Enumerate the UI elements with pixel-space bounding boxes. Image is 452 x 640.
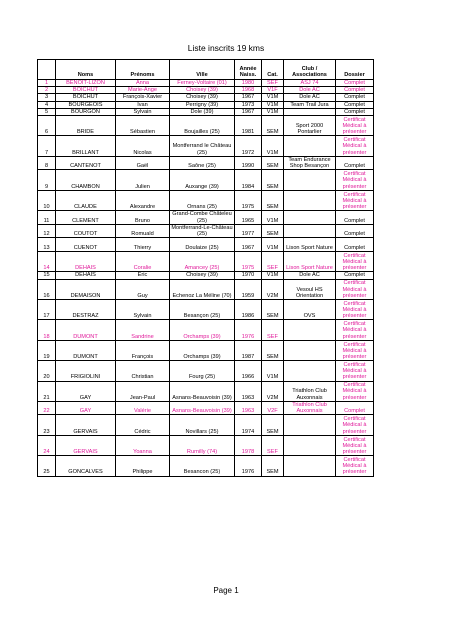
row-number: 5: [38, 108, 56, 115]
row-cat: SEF: [262, 435, 284, 455]
row-club: ASJ 74: [284, 80, 336, 87]
row-annee: 1977: [235, 224, 262, 238]
table-header-row: [38, 60, 374, 80]
row-nom: CUENOT: [56, 238, 116, 252]
row-ville: Saône (25): [170, 156, 235, 170]
row-prenom: Thierry: [116, 238, 170, 252]
row-club: Dole AC: [284, 272, 336, 279]
table-row: [38, 320, 374, 340]
table-row: [38, 101, 374, 108]
row-cat: V2M: [262, 279, 284, 299]
row-cat: V1M: [262, 108, 284, 115]
row-nom: CANTENOT: [56, 156, 116, 170]
row-club: Vesoul HS Orientation: [284, 279, 336, 299]
row-cat: SEM: [262, 299, 284, 319]
row-club: [284, 435, 336, 455]
row-club: [284, 170, 336, 190]
row-cat: V1M: [262, 94, 284, 101]
row-nom: BOURGEOIS: [56, 101, 116, 108]
row-annee: 1965: [235, 211, 262, 225]
row-annee: 1974: [235, 415, 262, 435]
row-prenom: Jean-Paul: [116, 381, 170, 401]
row-number: 14: [38, 251, 56, 271]
row-annee: 1990: [235, 156, 262, 170]
row-cat: SEM: [262, 170, 284, 190]
row-dossier: Certificat Médical à présenter: [336, 435, 374, 455]
row-dossier: Certificat Médical à présenter: [336, 136, 374, 156]
row-annee: 1963: [235, 381, 262, 401]
row-club: [284, 415, 336, 435]
row-club: [284, 190, 336, 210]
row-number: 2: [38, 87, 56, 94]
header-annee: Année Naiss.: [235, 60, 262, 80]
row-club: Triathlon Club Auxonnais: [284, 381, 336, 401]
row-ville: Ferney-Voltaire (01): [170, 80, 235, 87]
table-row: [38, 435, 374, 455]
row-number: 6: [38, 116, 56, 136]
row-cat: V1M: [262, 238, 284, 252]
table-row: [38, 87, 374, 94]
row-annee: 1981: [235, 116, 262, 136]
row-prenom: Coralie: [116, 251, 170, 271]
row-number: 15: [38, 272, 56, 279]
row-ville: Perrigny (39): [170, 101, 235, 108]
row-nom: DEMAISON: [56, 279, 116, 299]
row-club: [284, 320, 336, 340]
row-annee: 1975: [235, 251, 262, 271]
row-prenom: Nicolas: [116, 136, 170, 156]
row-ville: Choisey (39): [170, 94, 235, 101]
row-nom: BOURGON: [56, 108, 116, 115]
row-number: 9: [38, 170, 56, 190]
row-number: 18: [38, 320, 56, 340]
row-club: Dole AC: [284, 94, 336, 101]
table-row: [38, 381, 374, 401]
row-nom: DEHAIS: [56, 251, 116, 271]
row-cat: SEM: [262, 190, 284, 210]
row-annee: 1980: [235, 80, 262, 87]
row-dossier: Complet: [336, 108, 374, 115]
header-cat: Cat.: [262, 60, 284, 80]
row-cat: V1M: [262, 272, 284, 279]
row-annee: 1973: [235, 101, 262, 108]
row-number: 4: [38, 101, 56, 108]
row-club: Triathlon Club Auxonnais: [284, 401, 336, 415]
row-prenom: Cédric: [116, 415, 170, 435]
table-row: [38, 272, 374, 279]
table-row: [38, 361, 374, 381]
row-prenom: Philippe: [116, 456, 170, 476]
row-club: Lison Sport Nature: [284, 238, 336, 252]
row-nom: CHAMBON: [56, 170, 116, 190]
table-row: [38, 279, 374, 299]
row-number: 16: [38, 279, 56, 299]
row-annee: 1987: [235, 340, 262, 360]
row-nom: BENOIT-LIZON: [56, 80, 116, 87]
row-number: 8: [38, 156, 56, 170]
row-club: Team Endurance Shop Besançon: [284, 156, 336, 170]
row-ville: Echenoz La Méline (70): [170, 279, 235, 299]
table-row: [38, 340, 374, 360]
row-nom: CLAUDE: [56, 190, 116, 210]
row-club: [284, 456, 336, 476]
row-club: Dole AC: [284, 87, 336, 94]
row-number: 11: [38, 211, 56, 225]
registrants-table: [37, 59, 374, 477]
row-dossier: Certificat Médical à présenter: [336, 279, 374, 299]
row-ville: Fourg (25): [170, 361, 235, 381]
row-prenom: Romuald: [116, 224, 170, 238]
table-row: [38, 238, 374, 252]
row-prenom: François-Xavier: [116, 94, 170, 101]
row-prenom: Ivan: [116, 101, 170, 108]
row-prenom: Gaël: [116, 156, 170, 170]
row-prenom: Sébastien: [116, 116, 170, 136]
header-noms: Noms: [56, 60, 116, 80]
table-row: [38, 136, 374, 156]
row-dossier: Complet: [336, 238, 374, 252]
row-annee: 1963: [235, 401, 262, 415]
row-club: OVS: [284, 299, 336, 319]
row-nom: FRIGIOLINI: [56, 361, 116, 381]
row-nom: GONCALVES: [56, 456, 116, 476]
row-prenom: Sylvain: [116, 108, 170, 115]
row-cat: SEM: [262, 224, 284, 238]
row-annee: 1967: [235, 238, 262, 252]
row-annee: 1967: [235, 108, 262, 115]
row-nom: BOICHUT: [56, 94, 116, 101]
row-annee: 1966: [235, 361, 262, 381]
row-number: 21: [38, 381, 56, 401]
row-nom: BRIDE: [56, 116, 116, 136]
row-ville: Grand-Combe Châteleu (25): [170, 211, 235, 225]
table-row: [38, 401, 374, 415]
row-cat: SEM: [262, 156, 284, 170]
row-cat: V1M: [262, 361, 284, 381]
row-cat: SEM: [262, 340, 284, 360]
table-row: [38, 456, 374, 476]
row-nom: BRILLANT: [56, 136, 116, 156]
row-prenom: Yoanna: [116, 435, 170, 455]
row-number: 12: [38, 224, 56, 238]
table-row: [38, 415, 374, 435]
row-dossier: Certificat Médical à présenter: [336, 116, 374, 136]
row-ville: Besancon (25): [170, 456, 235, 476]
row-annee: 1968: [235, 87, 262, 94]
row-club: [284, 108, 336, 115]
row-nom: DEHAIS: [56, 272, 116, 279]
row-nom: DESTRAZ: [56, 299, 116, 319]
row-annee: 1970: [235, 272, 262, 279]
row-cat: V2F: [262, 401, 284, 415]
row-dossier: Complet: [336, 272, 374, 279]
row-prenom: Julien: [116, 170, 170, 190]
row-ville: Asnans-Beauvoisin (39): [170, 401, 235, 415]
header-prenoms: Prénoms: [116, 60, 170, 80]
table-row: [38, 94, 374, 101]
row-number: 24: [38, 435, 56, 455]
row-cat: V2M: [262, 381, 284, 401]
table-row: [38, 108, 374, 115]
row-dossier: Complet: [336, 101, 374, 108]
row-dossier: Complet: [336, 87, 374, 94]
row-dossier: Certificat Médical à présenter: [336, 381, 374, 401]
row-dossier: Complet: [336, 211, 374, 225]
row-cat: SEM: [262, 116, 284, 136]
row-annee: 1984: [235, 170, 262, 190]
row-club: [284, 340, 336, 360]
row-nom: COUTOT: [56, 224, 116, 238]
row-dossier: Complet: [336, 156, 374, 170]
row-dossier: Certificat Médical à présenter: [336, 170, 374, 190]
row-ville: Montferrand-Le-Château (25): [171, 224, 233, 238]
row-number: 7: [38, 136, 56, 156]
table-row: [38, 224, 374, 238]
page-title: Liste inscrits 19 kms: [187, 43, 265, 53]
row-annee: 1976: [235, 320, 262, 340]
row-prenom: Eric: [116, 272, 170, 279]
row-number: 13: [38, 238, 56, 252]
row-dossier: Certificat Médical à présenter: [336, 340, 374, 360]
row-prenom: Marie-Ange: [116, 87, 170, 94]
row-ville: Amancey (25): [170, 251, 235, 271]
row-number: 23: [38, 415, 56, 435]
row-cat: SEF: [262, 251, 284, 271]
row-dossier: Complet: [336, 401, 374, 415]
row-annee: 1978: [235, 435, 262, 455]
header-dossier: Dossier: [336, 60, 374, 80]
header-club: Club / Associations: [284, 60, 336, 80]
row-ville: Dole (39): [170, 108, 235, 115]
row-ville: Novillars (25): [170, 415, 235, 435]
row-cat: SEF: [262, 320, 284, 340]
row-number: 17: [38, 299, 56, 319]
row-ville: Doulaize (25): [170, 238, 235, 252]
row-dossier: Certificat Médical à présenter: [336, 251, 374, 271]
row-prenom: Guy: [116, 279, 170, 299]
row-club: Sport 2000 Pontarlier: [284, 116, 336, 136]
row-ville: Besançon (25): [170, 299, 235, 319]
table-row: [38, 116, 374, 136]
row-club: [284, 224, 336, 238]
table-row: [38, 170, 374, 190]
row-prenom: Anna: [116, 80, 170, 87]
row-nom: DUMONT: [56, 340, 116, 360]
row-cat: V1M: [262, 101, 284, 108]
row-number: 1: [38, 80, 56, 87]
table-row: [38, 251, 374, 271]
table-row: [38, 299, 374, 319]
row-nom: CLEMENT: [56, 211, 116, 225]
row-dossier: Certificat Médical à présenter: [336, 415, 374, 435]
row-cat: SEM: [262, 456, 284, 476]
row-club: Lison Sport Nature: [284, 251, 336, 271]
row-annee: 1986: [235, 299, 262, 319]
table-row: [38, 80, 374, 87]
row-annee: 1972: [235, 136, 262, 156]
row-club: [284, 361, 336, 381]
row-nom: GERVAIS: [56, 435, 116, 455]
row-annee: 1959: [235, 279, 262, 299]
row-number: 19: [38, 340, 56, 360]
row-ville: Rurnilly (74): [170, 435, 235, 455]
row-number: 25: [38, 456, 56, 476]
row-ville: Orchamps (39): [170, 340, 235, 360]
row-cat: V1F: [262, 87, 284, 94]
row-ville: Auxange (39): [170, 170, 235, 190]
row-club: [284, 211, 336, 225]
row-club: [284, 136, 336, 156]
row-prenom: Christian: [116, 361, 170, 381]
row-annee: 1967: [235, 94, 262, 101]
row-number: 20: [38, 361, 56, 381]
row-dossier: Complet: [336, 94, 374, 101]
row-dossier: Complet: [336, 224, 374, 238]
row-dossier: Certificat Médical à présenter: [336, 456, 374, 476]
row-nom: GAY: [56, 381, 116, 401]
row-cat: V1M: [262, 211, 284, 225]
row-ville: Choisey (39): [170, 87, 235, 94]
row-ville: Boujailles (25): [170, 116, 235, 136]
row-prenom: Sylvain: [116, 299, 170, 319]
row-ville: Montferrand le Château (25): [170, 136, 235, 156]
row-nom: DUMONT: [56, 320, 116, 340]
header-ville: Ville: [170, 60, 235, 80]
page-footer: Page 1: [213, 586, 239, 595]
row-prenom: Sandrine: [116, 320, 170, 340]
table-row: [38, 190, 374, 210]
row-dossier: Certificat Médical à présenter: [336, 190, 374, 210]
table-row: [38, 156, 374, 170]
row-dossier: Certificat Médical à présenter: [336, 320, 374, 340]
row-ville: Ornans (25): [170, 190, 235, 210]
row-ville: Choisey (39): [170, 272, 235, 279]
row-number: 22: [38, 401, 56, 415]
row-cat: SEF: [262, 80, 284, 87]
row-ville: Asnans-Beauvoisin (39): [170, 381, 235, 401]
table-body: [38, 80, 374, 477]
row-prenom: Alexandre: [116, 190, 170, 210]
row-prenom: François: [116, 340, 170, 360]
row-annee: 1976: [235, 456, 262, 476]
row-nom: GAY: [56, 401, 116, 415]
header-number: [38, 60, 56, 80]
row-number: 10: [38, 190, 56, 210]
row-dossier: Certificat Médical à présenter: [336, 299, 374, 319]
row-prenom: Valérie: [116, 401, 170, 415]
table-row: [38, 211, 374, 225]
row-nom: GERVAIS: [56, 415, 116, 435]
row-nom: BOICHUT: [56, 87, 116, 94]
row-cat: V1M: [262, 136, 284, 156]
row-ville: Orchamps (39): [170, 320, 235, 340]
row-cat: SEM: [262, 415, 284, 435]
row-annee: 1975: [235, 190, 262, 210]
row-club: Team Trail Jura: [284, 101, 336, 108]
row-dossier: Certificat Médical à présenter: [336, 361, 374, 381]
row-prenom: Bruno: [116, 211, 170, 225]
row-dossier: Complet: [336, 80, 374, 87]
row-number: 3: [38, 94, 56, 101]
